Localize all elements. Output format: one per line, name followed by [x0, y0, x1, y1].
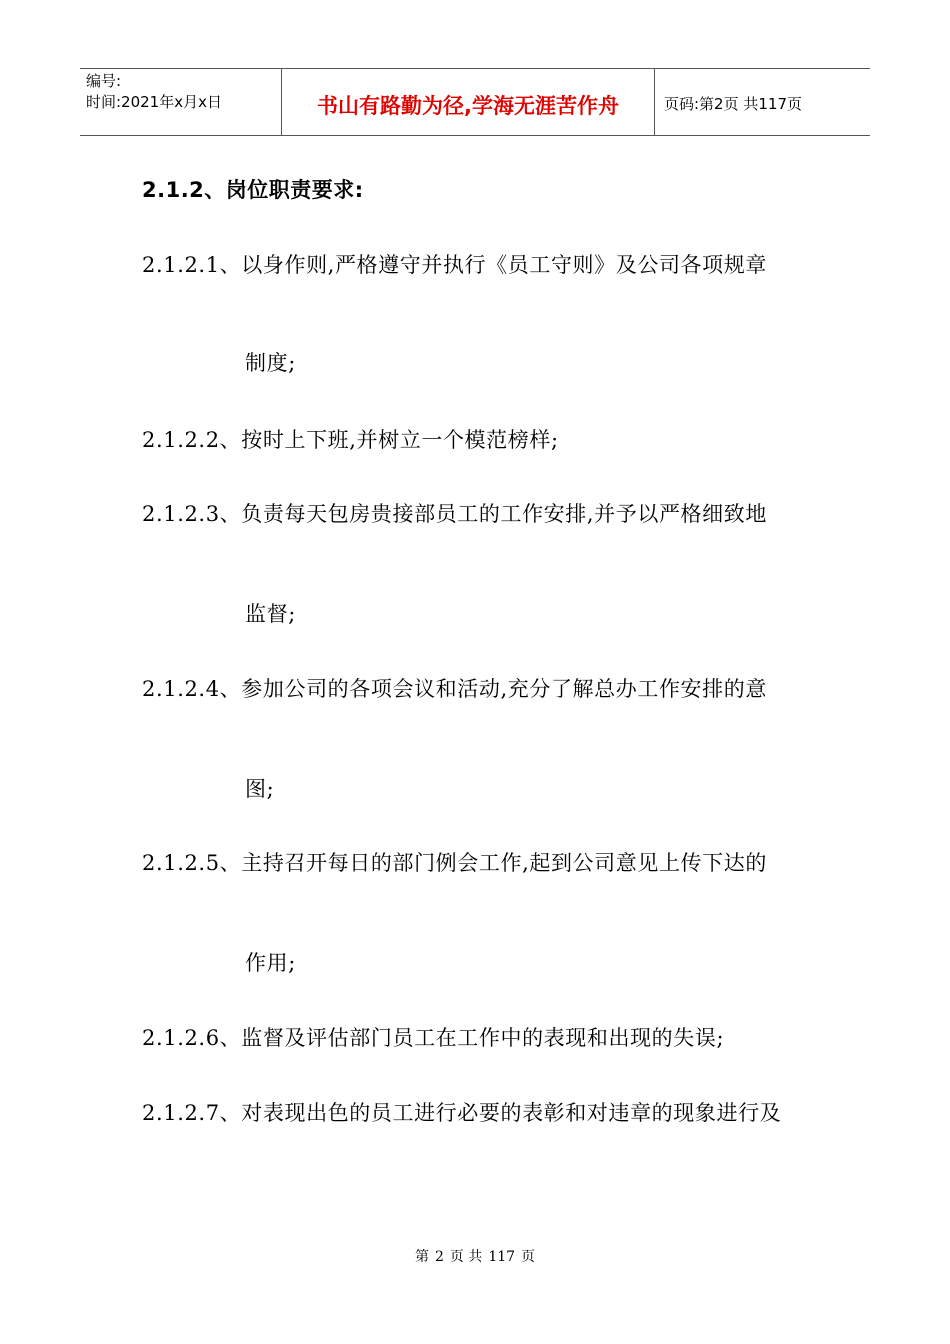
section-heading: 2.1.2、岗位职责要求:: [142, 178, 364, 202]
item-text: 以身作则,严格遵守并执行《员工守则》及公司各项规章: [241, 253, 767, 277]
footer-prefix: 第: [414, 1249, 429, 1265]
header-top-rule: [80, 68, 870, 69]
item-number: 2.1.2.1、: [142, 253, 242, 277]
header-motto: 书山有路勤为径,学海无涯苦作舟: [317, 94, 619, 118]
item-text: 对表现出色的员工进行必要的表彰和对违章的现象进行及: [241, 1101, 782, 1125]
item-text: 监督及评估部门员工在工作中的表现和出现的失误;: [241, 1026, 725, 1050]
header-page-info: 页码:第2页 共117页: [664, 95, 802, 113]
list-item: [142, 498, 767, 528]
page-footer: [0, 1246, 950, 1266]
list-item: [142, 847, 767, 877]
header-bottom-rule: [80, 135, 870, 136]
list-item: [142, 1097, 781, 1127]
header-divider-right: [654, 68, 655, 135]
item-text: 按时上下班,并树立一个模范榜样;: [241, 428, 559, 452]
footer-suffix: 页: [521, 1249, 536, 1265]
item-number: 2.1.2.4、: [142, 677, 242, 701]
item-number: 2.1.2.6、: [142, 1026, 242, 1050]
item-continuation: 图;: [245, 777, 275, 801]
list-item: [142, 249, 767, 279]
item-text: 负责每天包房贵接部员工的工作安排,并予以严格细致地: [241, 502, 767, 526]
item-continuation: 作用;: [245, 951, 296, 975]
list-item: [142, 424, 559, 454]
item-text: 主持召开每日的部门例会工作,起到公司意见上传下达的: [241, 851, 767, 875]
item-continuation: 监督;: [245, 602, 296, 626]
footer-mid: 页 共: [449, 1249, 483, 1265]
item-text: 参加公司的各项会议和活动,充分了解总办工作安排的意: [241, 677, 767, 701]
list-item: [142, 673, 767, 703]
list-item: [142, 1022, 724, 1052]
document-number-label: 编号:: [86, 72, 122, 90]
item-number: 2.1.2.3、: [142, 502, 242, 526]
footer-total-pages: 117: [488, 1249, 516, 1265]
document-time-label: 时间:2021年x月x日: [86, 93, 222, 111]
footer-page-number: 2: [434, 1249, 444, 1265]
item-number: 2.1.2.7、: [142, 1101, 242, 1125]
item-number: 2.1.2.5、: [142, 851, 242, 875]
header-meta: [86, 71, 222, 113]
item-continuation: 制度;: [245, 351, 296, 375]
item-number: 2.1.2.2、: [142, 428, 242, 452]
